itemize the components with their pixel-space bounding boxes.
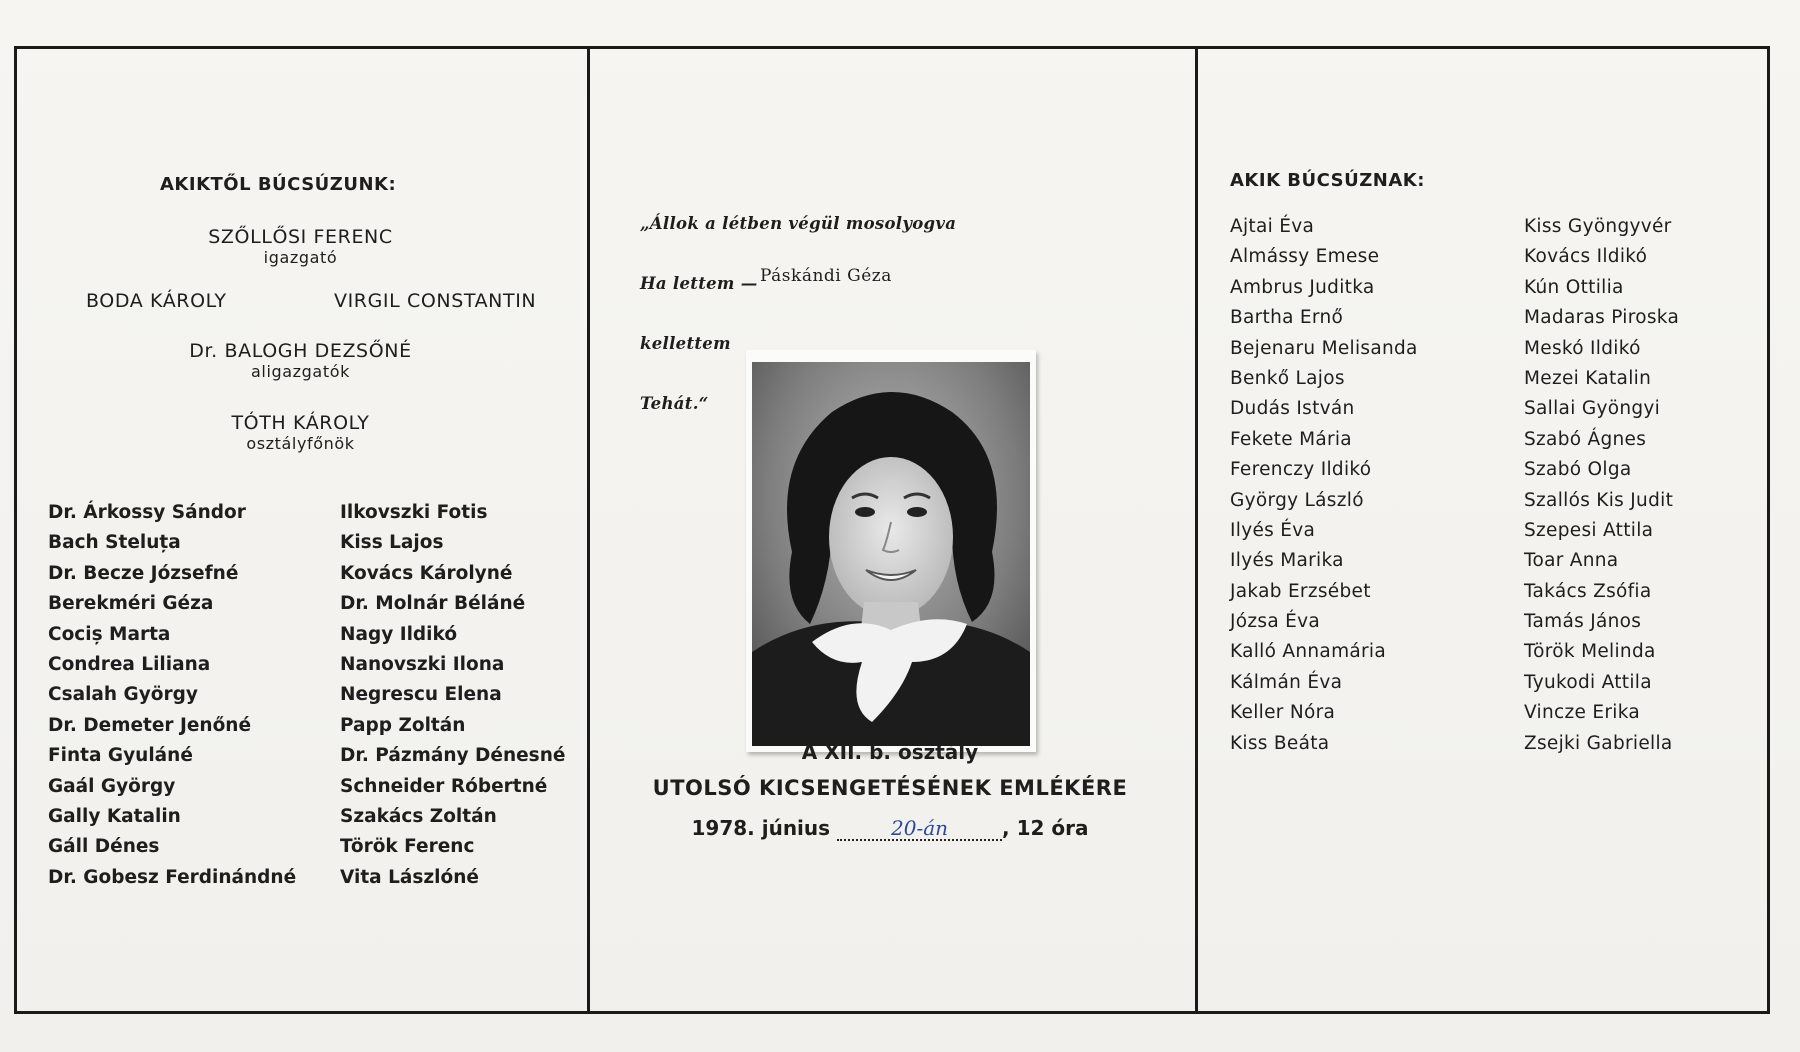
student-list-2: [1524, 212, 1679, 759]
form-teacher-name: TÓTH KÁROLY: [231, 412, 370, 434]
deputy-name-1: BODA KÁROLY: [86, 290, 227, 312]
list-item: Madaras Piroska: [1524, 307, 1680, 329]
left-border: [14, 46, 17, 1014]
list-item: Zsejki Gabriella: [1524, 732, 1673, 754]
list-item: Almássy Emese: [1230, 246, 1380, 268]
list-item: Szallós Kis Judit: [1524, 489, 1674, 511]
list-item: Dr. Molnár Béláné: [340, 593, 526, 615]
list-item: Condrea Liliana: [48, 653, 211, 675]
list-item: Szabó Ágnes: [1524, 428, 1647, 450]
student-list-1: [1230, 212, 1418, 759]
list-item: Ilkovszki Fotis: [340, 502, 488, 523]
list-item: Kovács Ildikó: [1524, 246, 1648, 268]
teachers-panel: [18, 50, 583, 1012]
principal-role: igazgató: [263, 248, 338, 267]
list-item: Gaál György: [48, 775, 176, 797]
list-item: Meskó Ildikó: [1524, 337, 1641, 359]
quote-line: Ha lettem —: [640, 274, 758, 293]
list-item: Mezei Katalin: [1524, 367, 1652, 389]
list-item: Bejenaru Melisanda: [1230, 337, 1418, 359]
list-item: Dr. Demeter Jenőné: [48, 714, 252, 736]
list-item: Kálmán Éva: [1230, 671, 1343, 693]
deputy-name-2: VIRGIL CONSTANTIN: [334, 290, 537, 312]
class-line: A XII. b. osztály: [801, 740, 979, 764]
list-item: Dudás István: [1230, 398, 1355, 420]
list-item: Kalló Annamária: [1230, 641, 1387, 663]
teacher-list-2: [340, 498, 565, 893]
list-item: Papp Zoltán: [340, 714, 466, 736]
list-item: Dr. Árkossy Sándor: [48, 502, 246, 523]
teachers-heading: AKIKTŐL BÚCSÚZUNK:: [160, 174, 397, 195]
list-item: Kiss Gyöngyvér: [1524, 216, 1672, 237]
form-teacher-role: osztályfőnök: [246, 434, 355, 453]
handwritten-date: 20-án: [837, 817, 1002, 841]
deputy3-block: [18, 340, 583, 381]
portrait-mount: [746, 350, 1036, 752]
quote-author: Páskándi Géza: [760, 266, 892, 286]
list-item: Dr. Becze Józsefné: [48, 562, 239, 584]
list-item: Kiss Beáta: [1230, 732, 1330, 754]
list-item: Tamás János: [1524, 611, 1642, 633]
list-item: Sallai Gyöngyi: [1524, 398, 1661, 420]
list-item: Gally Katalin: [48, 805, 181, 827]
list-item: Bartha Ernő: [1230, 307, 1344, 329]
list-item: Finta Gyuláné: [48, 745, 193, 767]
memorial-line: UTOLSÓ KICSENGETÉSÉNEK EMLÉKÉRE: [652, 776, 1128, 800]
principal-block: [18, 226, 583, 267]
list-item: Keller Nóra: [1230, 702, 1336, 724]
deputy3-role: aligazgatók: [251, 362, 350, 381]
list-item: Fekete Mária: [1230, 428, 1352, 450]
teacher-list-1: [48, 498, 296, 893]
list-item: Berekméri Géza: [48, 593, 214, 615]
list-item: Józsa Éva: [1230, 611, 1321, 633]
form-teacher-block: [18, 412, 583, 453]
list-item: Cociș Marta: [48, 623, 171, 645]
list-item: Negrescu Elena: [340, 684, 502, 706]
list-item: Ferenczy Ildikó: [1230, 459, 1372, 481]
list-item: Csalah György: [48, 684, 198, 706]
list-item: Ambrus Juditka: [1230, 276, 1375, 298]
date-prefix: 1978. június: [691, 816, 831, 840]
list-item: Vita Lászlóné: [340, 866, 479, 888]
list-item: Bach Steluța: [48, 532, 181, 554]
students-panel: [1198, 50, 1768, 1012]
list-item: Ilyés Éva: [1230, 519, 1316, 541]
portrait-illustration: [752, 362, 1030, 746]
list-item: Toar Anna: [1524, 550, 1619, 572]
deputy3-name: Dr. BALOGH DEZSŐNÉ: [189, 340, 412, 362]
list-item: Nagy Ildikó: [340, 623, 458, 645]
list-item: Nanovszki Ilona: [340, 653, 505, 675]
principal-name: SZŐLLŐSI FERENC: [208, 226, 393, 248]
date-line: [590, 816, 1190, 841]
list-item: Tyukodi Attila: [1524, 671, 1652, 693]
list-item: Dr. Pázmány Dénesné: [340, 745, 566, 767]
list-item: Szepesi Attila: [1524, 519, 1654, 541]
quote-line: Tehát.“: [640, 394, 709, 413]
quote-line: kellettem: [640, 334, 731, 353]
list-item: Vincze Erika: [1524, 702, 1641, 724]
list-item: Kún Ottilia: [1524, 276, 1624, 298]
list-item: Ajtai Éva: [1230, 216, 1315, 237]
list-item: Jakab Erzsébet: [1230, 580, 1371, 602]
list-item: Szabó Olga: [1524, 459, 1632, 481]
date-suffix: , 12 óra: [1002, 816, 1089, 840]
list-item: Benkő Lajos: [1230, 367, 1345, 389]
list-item: Szakács Zoltán: [340, 805, 497, 827]
memorial-panel: [590, 50, 1190, 1012]
list-item: Gáll Dénes: [48, 836, 160, 858]
list-item: Török Melinda: [1524, 641, 1656, 663]
portrait-photo: [752, 362, 1030, 746]
list-item: György László: [1230, 489, 1364, 511]
quote-line: „Állok a létben végül mosolyogva: [640, 214, 957, 233]
list-item: Dr. Gobesz Ferdinándné: [48, 866, 297, 888]
list-item: Kiss Lajos: [340, 532, 444, 554]
list-item: Takács Zsófia: [1524, 580, 1652, 602]
list-item: Kovács Károlyné: [340, 562, 513, 584]
list-item: Schneider Róbertné: [340, 775, 548, 797]
list-item: Ilyés Marika: [1230, 550, 1344, 572]
list-item: Török Ferenc: [340, 836, 475, 858]
students-heading: AKIK BÚCSÚZNAK:: [1230, 170, 1425, 191]
